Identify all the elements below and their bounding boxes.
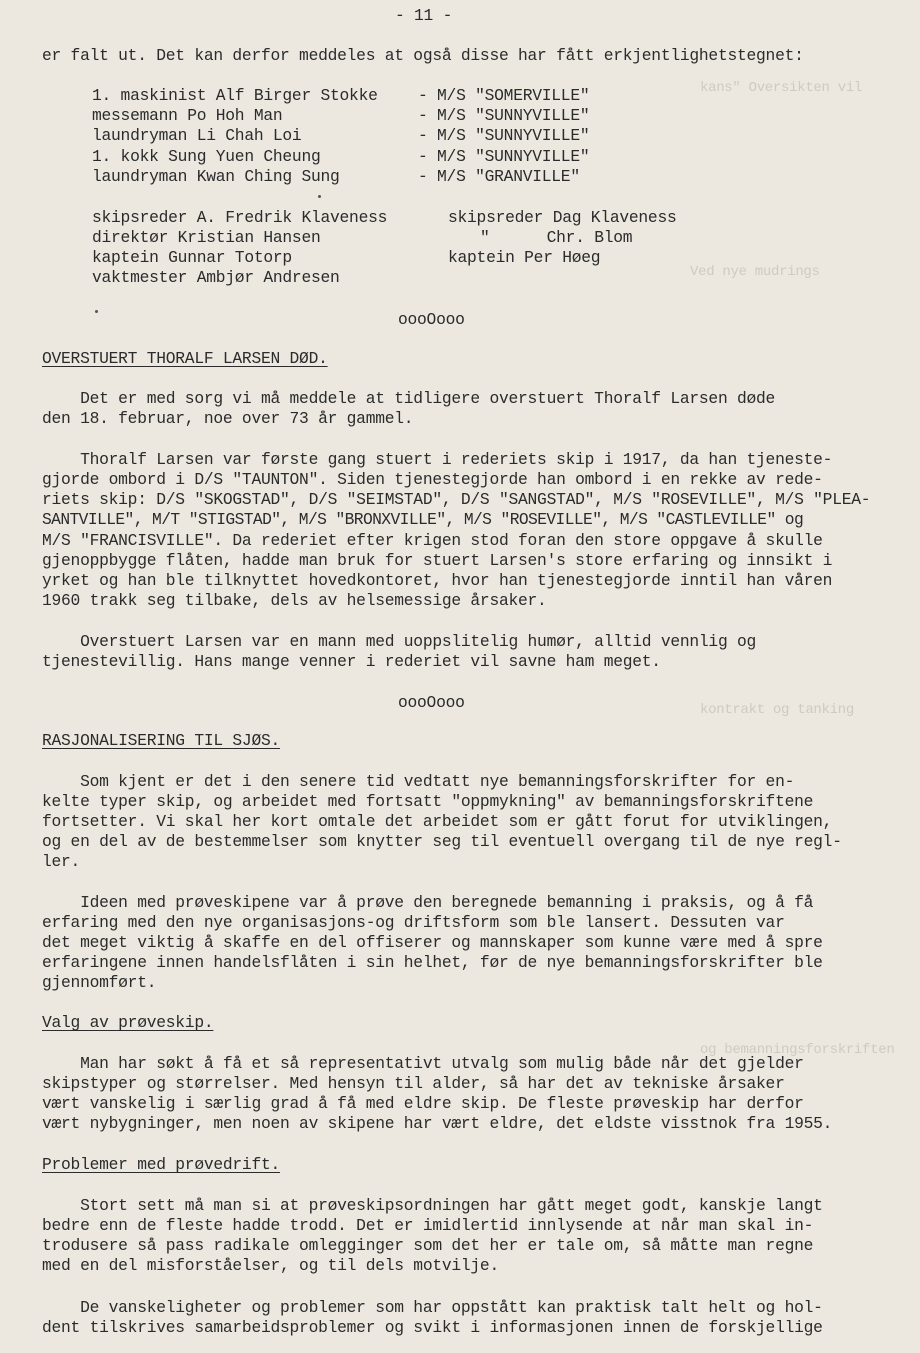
- text-line: dent tilskrives samarbeidsproblemer og svikt i informasjonen innen de forskjellige: [42, 1318, 823, 1337]
- recipient-ship: - M/S "SUNNYVILLE": [418, 147, 590, 166]
- bleed-through: kontrakt og tanking: [700, 702, 854, 718]
- recipient-name: laundryman Kwan Ching Sung: [92, 167, 340, 186]
- person-entry: skipsreder A. Fredrik Klaveness: [92, 208, 388, 227]
- text-line: med en del misforståelser, og til dels motvilje.: [42, 1256, 499, 1275]
- text-line: Stort sett må man si at prøveskipsordningen har gått meget godt, kanskje langt: [42, 1196, 823, 1215]
- text-line: yrket og han ble tilknyttet hovedkontoret, hvor han tjenestegjorde inntil han våren: [42, 571, 833, 590]
- recipient-name: messemann Po Hoh Man: [92, 106, 283, 125]
- person-entry: kaptein Gunnar Totorp: [92, 248, 292, 267]
- text-line: 1960 trakk seg tilbake, dels av helsemessige årsaker.: [42, 591, 547, 610]
- person-entry: " Chr. Blom: [480, 228, 633, 247]
- text-line: gjorde ombord i D/S "TAUNTON". Siden tjenestegjorde han ombord i en rekke av rede-: [42, 470, 823, 489]
- recipient-name: laundryman Li Chah Loi: [92, 126, 302, 145]
- text-line: fortsetter. Vi skal her kort omtale det arbeidet som er gått forut for utviklingen,: [42, 812, 833, 831]
- recipient-name: 1. maskinist Alf Birger Stokke: [92, 86, 378, 105]
- obituary-heading: OVERSTUERT THORALF LARSEN DØD.: [42, 349, 328, 368]
- text-line: erfaringene innen handelsflåten i sin helhet, før de nye bemanningsforskrifter ble: [42, 953, 823, 972]
- text-line: vært vanskelig i særlig grad å få med eldre skip. De fleste prøveskip har derfor: [42, 1094, 804, 1113]
- rationalisation-heading: RASJONALISERING TIL SJØS.: [42, 731, 281, 750]
- dot-mark: [318, 195, 321, 198]
- separator: oooOooo: [398, 693, 465, 712]
- bleed-through: og bemanningsforskriften: [700, 1042, 895, 1058]
- text-line: Det er med sorg vi må meddele at tidligere overstuert Thoralf Larsen døde: [42, 389, 776, 408]
- text-line: bedre enn de fleste hadde trodd. Det er imidlertid innlysende at når man skal in-: [42, 1216, 814, 1235]
- text-line: trodusere så pass radikale omlegginger som det her er tale om, så måtte man regne: [42, 1236, 814, 1255]
- text-line: riets skip: D/S "SKOGSTAD", D/S "SEIMSTAD", D/S "SANGSTAD", M/S "ROSEVILLE", M/S "PLEA-: [42, 490, 871, 509]
- problem-heading: Problemer med prøvedrift.: [42, 1155, 281, 1174]
- separator: oooOooo: [398, 310, 465, 329]
- bleed-through: kans" Oversikten vil: [700, 80, 863, 96]
- recipient-ship: - M/S "SUNNYVILLE": [418, 106, 590, 125]
- bleed-through: Ved nye mudrings: [690, 264, 820, 280]
- text-line: De vanskeligheter og problemer som har oppstått kan praktisk talt helt og hol-: [42, 1298, 823, 1317]
- recipient-ship: - M/S "SUNNYVILLE": [418, 126, 590, 145]
- text-line: Thoralf Larsen var første gang stuert i rederiets skip i 1917, da han tjeneste-: [42, 450, 833, 469]
- text-line: Som kjent er det i den senere tid vedtatt nye bemanningsforskrifter for en-: [42, 772, 795, 791]
- text-line: den 18. februar, noe over 73 år gammel.: [42, 409, 414, 428]
- text-line: tjenestevillig. Hans mange venner i rederiet vil savne ham meget.: [42, 652, 661, 671]
- text-line: Man har søkt å få et så representativt utvalg som mulig både når det gjelder: [42, 1054, 804, 1073]
- dot-mark: [95, 310, 98, 313]
- text-line: det meget viktig å skaffe en del offiserer og mannskaper som kunne være med å spre: [42, 933, 823, 952]
- page-number: - 11 -: [395, 6, 453, 25]
- intro-line: er falt ut. Det kan derfor meddeles at også disse har fått erkjentlighetstegnet:: [42, 46, 804, 65]
- text-line: gjenoppbygge flåten, hadde man bruk for stuert Larsen's store erfaring og innsikt i: [42, 551, 833, 570]
- text-line: erfaring med den nye organisasjons-og driftsform som ble lansert. Dessuten var: [42, 913, 785, 932]
- text-line: kelte typer skip, og arbeidet med fortsatt "oppmykning" av bemanningsforskriftene: [42, 792, 814, 811]
- text-line: M/S "FRANCISVILLE". Da rederiet efter krigen stod foran den store oppgave å skulle: [42, 531, 823, 550]
- text-line: Ideen med prøveskipene var å prøve den beregnede bemanning i praksis, og å få: [42, 893, 814, 912]
- person-entry: direktør Kristian Hansen: [92, 228, 321, 247]
- person-entry: vaktmester Ambjør Andresen: [92, 268, 340, 287]
- text-line: vært nybygninger, men noen av skipene har vært eldre, det eldste visstnok fra 1955.: [42, 1114, 833, 1133]
- text-line: ler.: [42, 852, 81, 871]
- recipient-ship: - M/S "SOMERVILLE": [418, 86, 590, 105]
- person-entry: skipsreder Dag Klaveness: [448, 208, 677, 227]
- text-line: gjennomført.: [42, 973, 157, 992]
- person-entry: kaptein Per Høeg: [448, 248, 601, 267]
- text-line: Overstuert Larsen var en mann med uoppslitelig humør, alltid vennlig og: [42, 632, 757, 651]
- text-line: SANTVILLE", M/T "STIGSTAD", M/S "BRONXVILLE", M/S "ROSEVILLE", M/S "CASTLEVILLE" og: [42, 510, 804, 529]
- text-line: og en del av de bestemmelser som knytter seg til eventuell overgang til de nye regl-: [42, 832, 842, 851]
- valg-heading: Valg av prøveskip.: [42, 1013, 214, 1032]
- text-line: skipstyper og størrelser. Med hensyn til alder, så har det av tekniske årsaker: [42, 1074, 785, 1093]
- recipient-name: 1. kokk Sung Yuen Cheung: [92, 147, 321, 166]
- recipient-ship: - M/S "GRANVILLE": [418, 167, 580, 186]
